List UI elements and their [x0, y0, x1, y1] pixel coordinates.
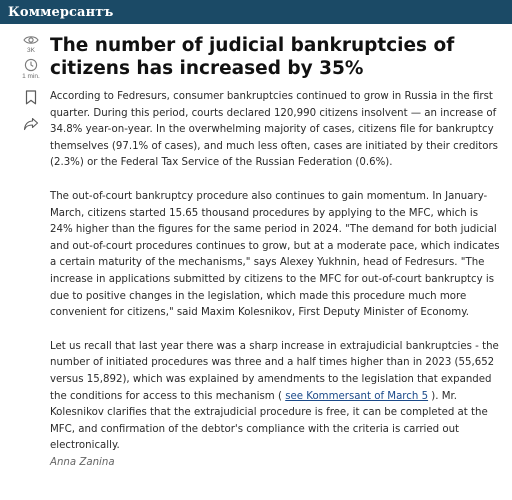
article-author[interactable]: Anna Zanina	[50, 457, 115, 468]
clock-icon	[24, 58, 38, 72]
bookmark-icon	[25, 90, 37, 105]
paragraph-3-text-start: Let us recall that last year there was a sharp increase in extrajudicial bankruptcies - the number of initiated procedures was three and a half times higher than in 2023 (55,652 versus 15,892), which was explained by amendments to the legislation that expanded the conditions for access to this mechanism (	[50, 340, 499, 402]
bookmark-button[interactable]	[25, 90, 37, 105]
views-count: 3K	[27, 47, 35, 54]
share-button[interactable]	[23, 117, 39, 131]
article-paragraph-2: The out-of-court bankruptcy procedure also continues to gain momentum. In January-March, citizens started 15.65 thousand procedures by applying to the MFC, which is 24% higher than the figures for the same period in 2024. "The demand for both judicial and out-of-court procedures continues to grow, but at a moderate pace, which indicates a certain maturity of the mechanisms," says Alexey Yukhnin, head of Fedresurs. "The increase in applications submitted by citizens to the MFC for out-of-court bankruptcy is due to positive changes in the legislation, which made this procedure much more convenient for citizens," said Maxim Kolesnikov, First Deputy Minister of Economy.	[50, 190, 500, 319]
eye-icon	[23, 34, 39, 46]
article-paragraph-1: According to Fedresurs, consumer bankruptcies continued to grow in Russia in the first quarter. During this period, courts declared 120,990 citizens insolvent — an increase of 34.8% year-on-year. In the overwhelming majority of cases, citizens file for bankruptcy themselves (97.1% of cases), and much less often, cases are initiated by their creditors (2.3%) or the Federal Tax Service of the Russian Federation (0.6%).	[50, 91, 498, 169]
views-counter	[23, 34, 39, 54]
article-paragraph-3	[50, 339, 500, 455]
site-logo[interactable]: Коммерсантъ	[8, 4, 114, 20]
read-time-label: 1 min.	[22, 73, 40, 80]
article-sidebar	[14, 34, 48, 131]
article-title: The number of judicial bankruptcies of citizens has increased by 35%	[50, 35, 455, 79]
share-icon	[23, 117, 39, 131]
read-time	[22, 58, 40, 80]
article-body	[50, 89, 500, 472]
top-bar	[0, 0, 512, 24]
paragraph-3-text-end: ). Mr. Kolesnikov clarifies that the extrajudicial procedure is free, it can be completed at the MFC, and confirmation of the debtor's compliance with the criteria is carried out electronically.	[50, 390, 488, 452]
kommersant-march-5-link[interactable]: see Kommersant of March 5	[285, 390, 429, 402]
